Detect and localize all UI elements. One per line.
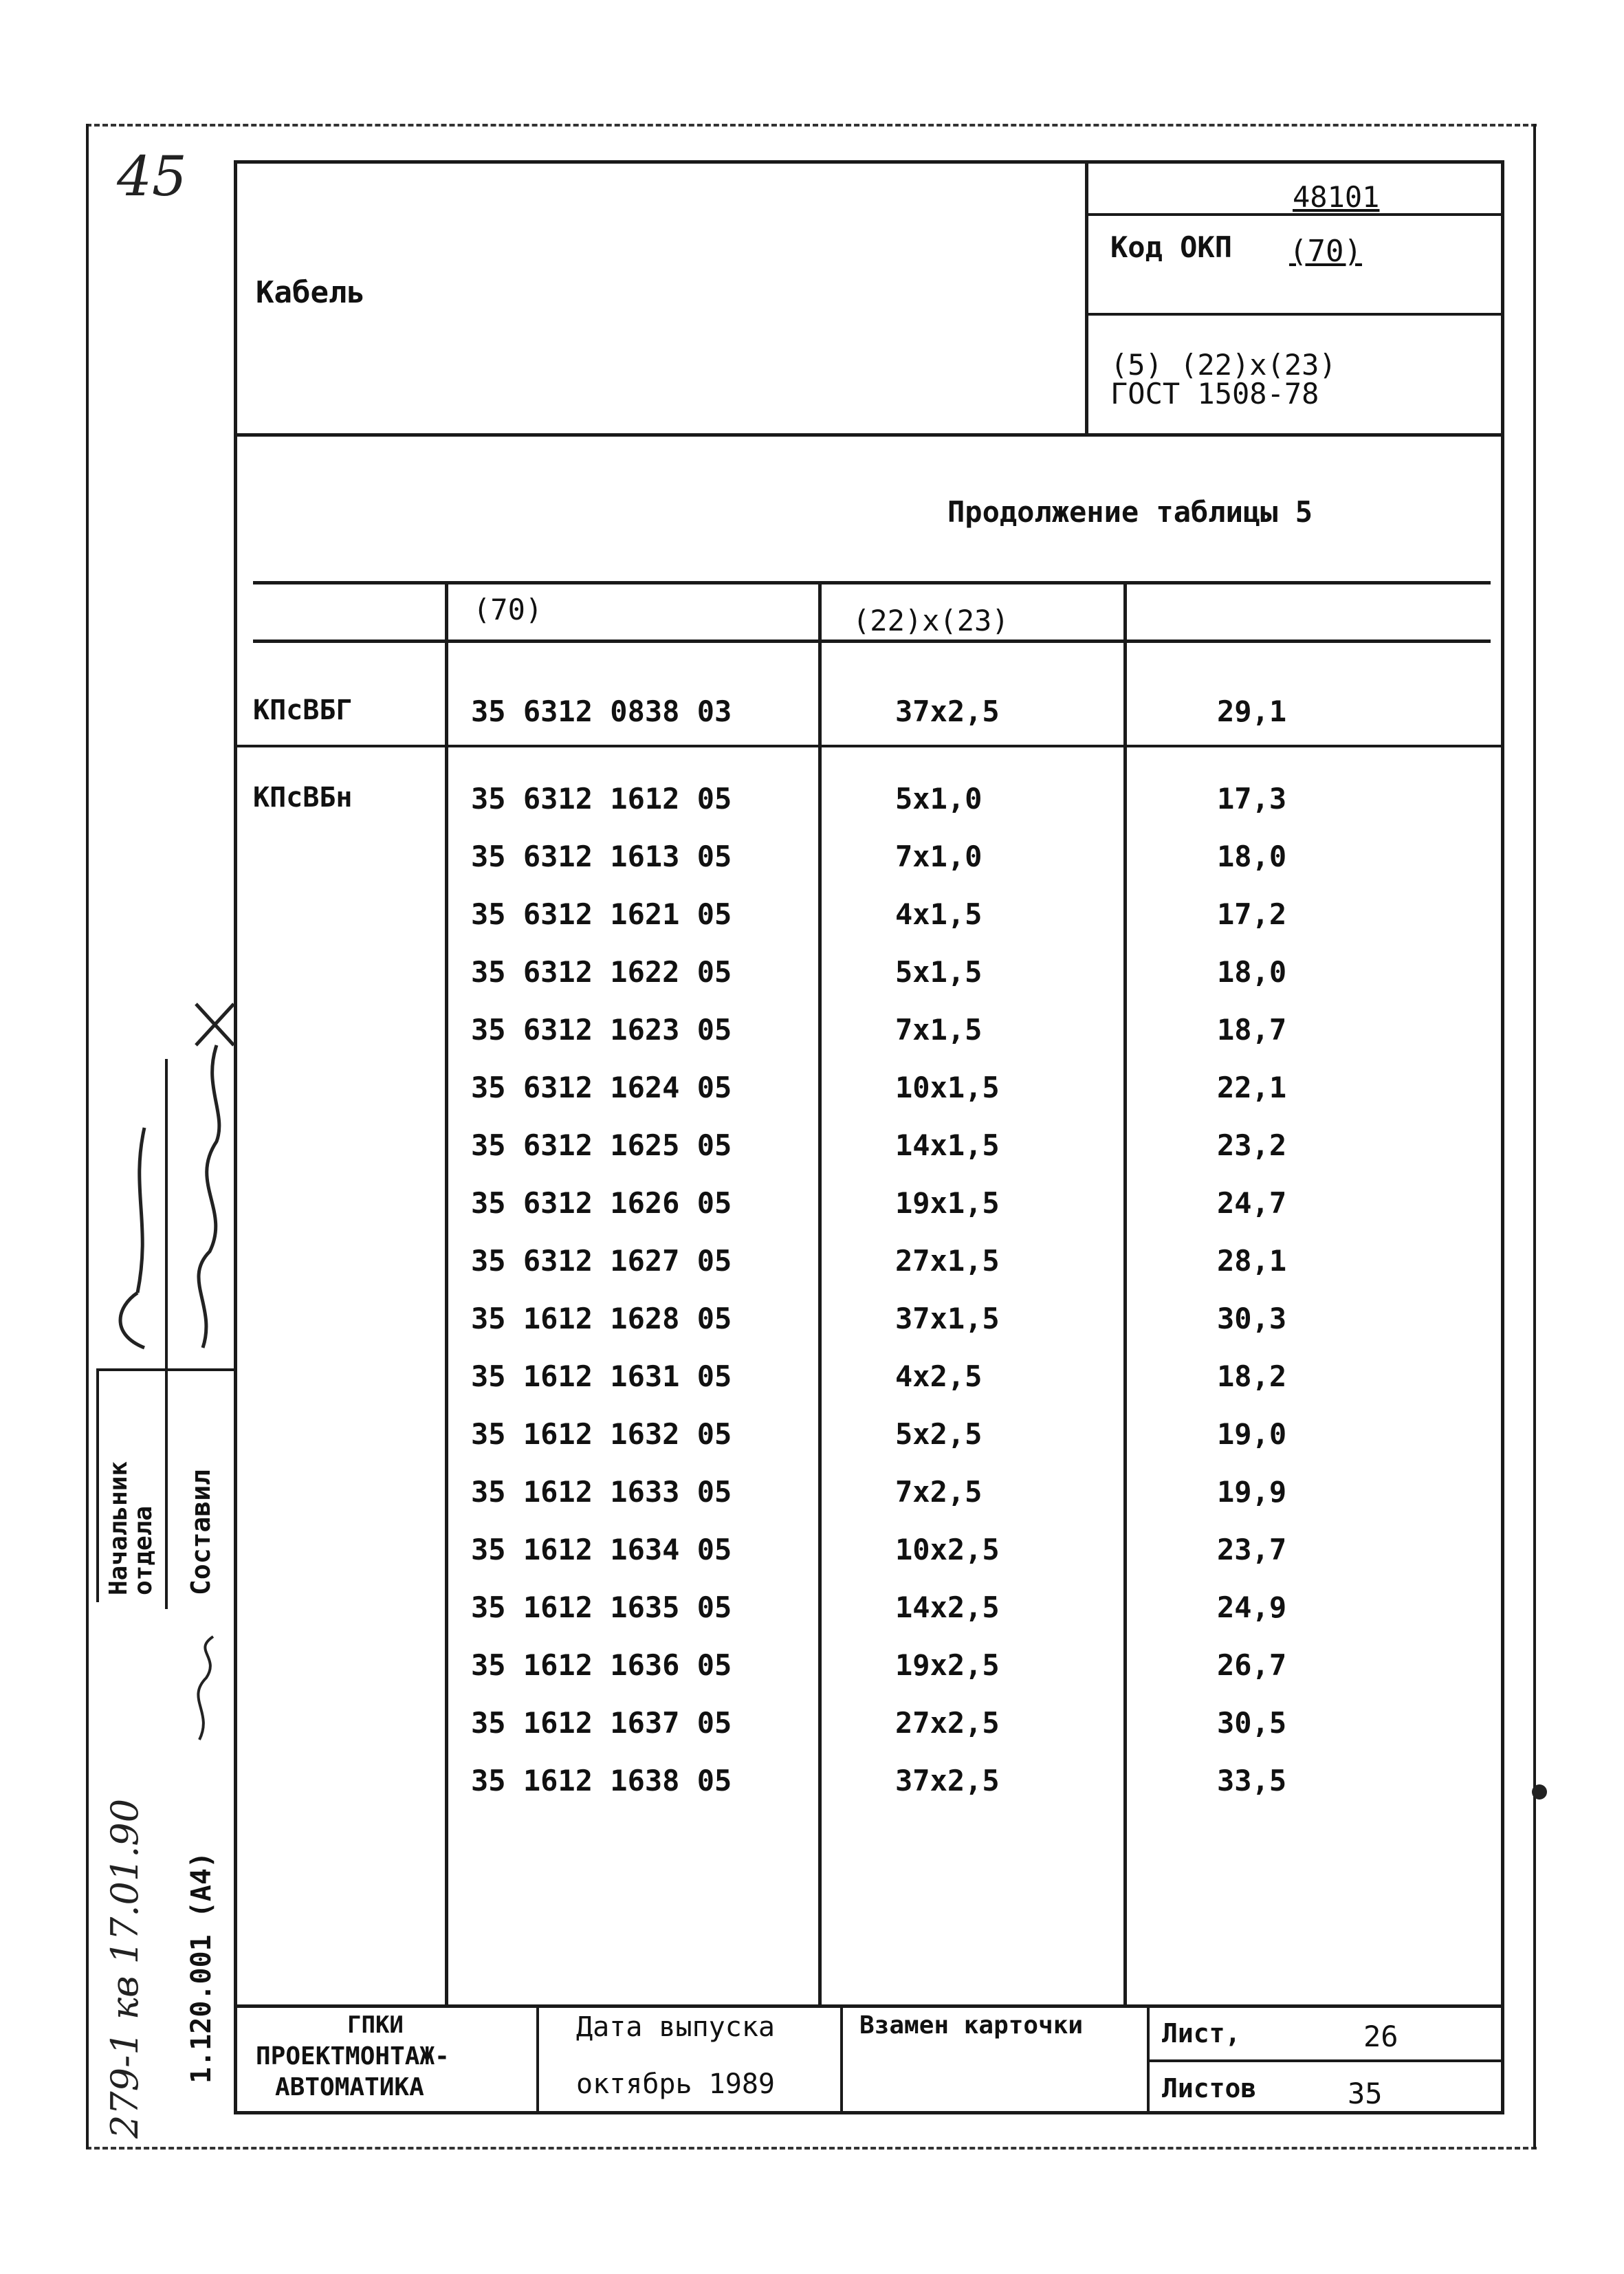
table-row-code: 35 1612 1635 05	[471, 1590, 732, 1624]
page-number-handwritten: 45	[117, 144, 187, 208]
header-bottom-line	[234, 433, 1504, 437]
table-row-code: 35 6312 1613 05	[471, 840, 732, 873]
table-row-code: 35 1612 1637 05	[471, 1706, 732, 1740]
standard: ГОСТ 1508-78	[1110, 377, 1319, 411]
designation: (5) (22)x(23)	[1110, 348, 1337, 382]
side-stamp-col-mid	[165, 1059, 168, 1609]
table-caption: Продолжение таблицы 5	[947, 495, 1313, 529]
org-line-2: ПРОЕКТМОНТАЖ-	[256, 2042, 450, 2070]
table-row-size: 7x2,5	[895, 1475, 983, 1509]
table-col-line-2	[818, 581, 822, 2004]
table-row-code: 35 6312 1612 05	[471, 782, 732, 816]
table-row-value: 30,3	[1217, 1302, 1287, 1335]
table-row-value: 24,9	[1217, 1590, 1287, 1624]
sheet-label: Лист,	[1162, 2018, 1241, 2048]
footer-top-line	[234, 2004, 1504, 2008]
table-row-value: 22,1	[1217, 1071, 1287, 1104]
table-top-line	[253, 581, 1491, 584]
table-row-value: 26,7	[1217, 1648, 1287, 1682]
column-header-size: (22)x(23)	[853, 604, 1009, 637]
sheet-value: 26	[1363, 2020, 1398, 2053]
table-col-line-3	[1123, 581, 1127, 2004]
punch-hole-mark	[1532, 1784, 1547, 1800]
table-row-size: 4x1,5	[895, 897, 983, 931]
table-row-value: 23,7	[1217, 1533, 1287, 1566]
table-row-value: 17,3	[1217, 782, 1287, 816]
table-row-size: 10x1,5	[895, 1071, 1000, 1104]
table-row-code: 35 6312 1624 05	[471, 1071, 732, 1104]
header-right-line-2	[1085, 313, 1504, 316]
signature-small	[179, 1630, 234, 1747]
card-border-right	[1501, 160, 1504, 2113]
org-line-3: АВТОМАТИКА	[275, 2073, 424, 2101]
table-row-value: 29,1	[1217, 695, 1287, 728]
table-row-size: 19x2,5	[895, 1648, 1000, 1682]
table-row-value: 24,7	[1217, 1186, 1287, 1220]
table-row-value: 18,0	[1217, 840, 1287, 873]
registration-handwritten: 279-1 кв 17.01.90	[103, 1798, 146, 2139]
org-line-1: ГПКИ	[347, 2011, 404, 2039]
product-name: Кабель	[256, 275, 365, 310]
table-row-size: 5x2,5	[895, 1417, 983, 1451]
okp-number: 48101	[1293, 180, 1380, 214]
table-row-value: 19,0	[1217, 1417, 1287, 1451]
footer-col-line-2	[840, 2004, 843, 2113]
table-row-code: 35 1612 1638 05	[471, 1764, 732, 1797]
table-row-value: 19,9	[1217, 1475, 1287, 1509]
table-row-size: 37x2,5	[895, 695, 1000, 728]
table-row-value: 28,1	[1217, 1244, 1287, 1278]
table-row-value: 18,2	[1217, 1359, 1287, 1393]
table-row-size: 27x2,5	[895, 1706, 1000, 1740]
table-row-code: 35 1612 1632 05	[471, 1417, 732, 1451]
table-row-size: 27x1,5	[895, 1244, 1000, 1278]
table-row-code: 35 1612 1636 05	[471, 1648, 732, 1682]
replaces-card-label: Взамен карточки	[859, 2011, 1084, 2040]
group-name: КПсВБГ	[253, 695, 353, 726]
table-row-code: 35 6312 1622 05	[471, 955, 732, 989]
table-row-size: 37x1,5	[895, 1302, 1000, 1335]
page-border-right	[1533, 124, 1536, 2149]
issue-date-label: Дата выпуска	[576, 2011, 775, 2043]
table-row-size: 10x2,5	[895, 1533, 1000, 1566]
side-stamp-row	[96, 1368, 234, 1371]
role-head-of-department: Начальник отдела	[105, 1461, 157, 1595]
table-row-size: 19x1,5	[895, 1186, 1000, 1220]
table-row-code: 35 1612 1634 05	[471, 1533, 732, 1566]
table-header-bottom-line	[253, 639, 1491, 643]
okp-code-label: Код ОКП	[1110, 230, 1233, 264]
table-row-size: 7x1,0	[895, 840, 983, 873]
table-row-size: 14x2,5	[895, 1590, 1000, 1624]
document-code: 1.120.001 (А4)	[186, 1851, 217, 2084]
column-header-code: (70)	[473, 593, 543, 626]
page-border-top	[86, 124, 1537, 127]
table-row-size: 7x1,5	[895, 1013, 983, 1047]
table-row-value: 18,7	[1217, 1013, 1287, 1047]
table-row-size: 5x1,5	[895, 955, 983, 989]
table-row-code: 35 6312 1627 05	[471, 1244, 732, 1278]
signature-head	[96, 1086, 165, 1362]
footer-col-line-1	[536, 2004, 539, 2113]
sheets-label: Листов	[1162, 2073, 1257, 2103]
table-row-code: 35 1612 1631 05	[471, 1359, 732, 1393]
footer-col-line-3	[1147, 2004, 1150, 2113]
page-border-left	[86, 124, 89, 2149]
okp-code-ref: (70)	[1289, 234, 1362, 269]
table-row-value: 23,2	[1217, 1128, 1287, 1162]
table-row-size: 4x2,5	[895, 1359, 983, 1393]
issue-date-value: октябрь 1989	[576, 2068, 775, 2100]
table-row-code: 35 6312 1625 05	[471, 1128, 732, 1162]
table-row-code: 35 6312 0838 03	[471, 695, 732, 728]
table-row-code: 35 6312 1623 05	[471, 1013, 732, 1047]
header-top-line	[234, 160, 1504, 164]
table-row-value: 17,2	[1217, 897, 1287, 931]
table-row-code: 35 1612 1628 05	[471, 1302, 732, 1335]
table-row-size: 37x2,5	[895, 1764, 1000, 1797]
table-row-value: 18,0	[1217, 955, 1287, 989]
side-stamp-col-left	[96, 1368, 99, 1602]
group-name: КПсВБн	[253, 782, 353, 813]
table-group-divider	[234, 745, 1504, 747]
footer-bottom-line	[234, 2111, 1504, 2114]
footer-sheet-divider	[1147, 2059, 1504, 2062]
table-row-size: 14x1,5	[895, 1128, 1000, 1162]
table-col-line-1	[445, 581, 448, 2004]
table-row-value: 30,5	[1217, 1706, 1287, 1740]
table-row-value: 33,5	[1217, 1764, 1287, 1797]
signature-author	[168, 963, 237, 1362]
header-divider-vertical	[1085, 160, 1088, 435]
page-border-bottom	[86, 2147, 1537, 2150]
table-row-code: 35 1612 1633 05	[471, 1475, 732, 1509]
table-row-size: 5x1,0	[895, 782, 983, 816]
sheets-value: 35	[1348, 2077, 1383, 2110]
table-row-code: 35 6312 1626 05	[471, 1186, 732, 1220]
table-row-code: 35 6312 1621 05	[471, 897, 732, 931]
role-author: Составил	[186, 1469, 216, 1595]
